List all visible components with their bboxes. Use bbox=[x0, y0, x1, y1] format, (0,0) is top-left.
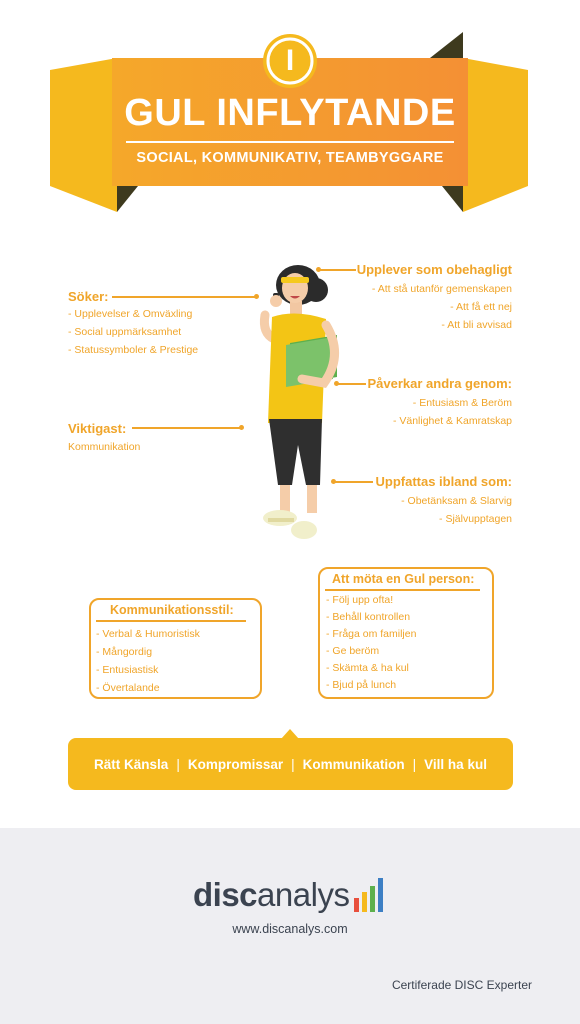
list-item: - Social uppmärksamhet bbox=[68, 326, 182, 338]
kommunikationsstil-box bbox=[89, 598, 262, 699]
page-title: GUL INFLYTANDE bbox=[124, 92, 456, 134]
title-banner bbox=[0, 0, 580, 230]
soker-leader-line bbox=[112, 296, 257, 298]
list-item: - Upplevelser & Omväxling bbox=[68, 308, 193, 320]
list-item: - Verbal & Humoristisk bbox=[96, 628, 200, 640]
list-item: - Mångordig bbox=[96, 646, 153, 658]
mota-list bbox=[326, 592, 416, 694]
trait-label: Kompromissar bbox=[187, 756, 284, 772]
trait-separator: | bbox=[291, 756, 295, 772]
uppfattas-leader-line bbox=[335, 481, 373, 483]
list-item: - Självupptagen bbox=[439, 513, 512, 525]
list-item: - Vänlighet & Kamratskap bbox=[392, 415, 512, 427]
trait-separator: | bbox=[176, 756, 180, 772]
obehagligt-heading: Upplever som obehagligt bbox=[356, 262, 512, 277]
traits-row bbox=[68, 738, 513, 790]
list-item: - Entusiastisk bbox=[96, 664, 159, 676]
list-item: - Behåll kontrollen bbox=[326, 611, 411, 623]
mota-box bbox=[318, 567, 494, 699]
logo-bold-text: disc bbox=[193, 876, 258, 913]
list-item: - Följ upp ofta! bbox=[326, 594, 394, 606]
kommunikationsstil-list bbox=[96, 625, 200, 697]
soker-leader-dot bbox=[254, 294, 259, 299]
traits-bar bbox=[68, 738, 513, 790]
list-item: - Skämta & ha kul bbox=[326, 662, 409, 674]
viktigast-leader-line bbox=[132, 427, 242, 429]
logo-light-text: analys bbox=[257, 876, 350, 913]
uppfattas-list bbox=[401, 492, 512, 528]
list-item: - Att få ett nej bbox=[450, 301, 512, 313]
person-illustration bbox=[240, 255, 360, 555]
list-item: - Att bli avvisad bbox=[441, 319, 512, 331]
list-item: - Att stå utanför gemenskapen bbox=[371, 283, 512, 295]
certified-text: Certiferade DISC Experter bbox=[391, 978, 532, 992]
soker-heading: Söker: bbox=[68, 289, 109, 304]
website-link[interactable]: www.discanalys.com bbox=[232, 922, 348, 936]
footer bbox=[0, 828, 580, 1024]
badge-letter: I bbox=[285, 44, 295, 77]
list-item: - Ge beröm bbox=[326, 645, 380, 657]
mota-heading: Att möta en Gul person: bbox=[332, 572, 475, 586]
mota-underline bbox=[325, 589, 480, 591]
paverkar-leader-line bbox=[338, 383, 366, 385]
trait-label: Kommunikation bbox=[302, 756, 405, 772]
bar-chart-logo-icon bbox=[352, 876, 392, 914]
list-item: - Statussymboler & Prestige bbox=[68, 344, 199, 356]
kommunikationsstil-underline bbox=[96, 620, 246, 622]
viktigast-list bbox=[68, 438, 140, 456]
list-item: - Övertalande bbox=[96, 682, 160, 694]
kommunikationsstil-heading: Kommunikationsstil: bbox=[110, 603, 234, 617]
viktigast-leader-dot bbox=[239, 425, 244, 430]
obehagligt-list bbox=[372, 280, 512, 334]
viktigast-heading: Viktigast: bbox=[68, 421, 127, 436]
discanalys-logo[interactable] bbox=[193, 876, 349, 914]
soker-list bbox=[68, 305, 198, 359]
trait-label: Rätt Känsla bbox=[94, 756, 169, 772]
list-item: Kommunikation bbox=[68, 441, 141, 453]
list-item: - Bjud på lunch bbox=[326, 679, 397, 691]
list-item: - Fråga om familjen bbox=[326, 628, 417, 640]
list-item: - Obetänksam & Slarvig bbox=[401, 495, 512, 507]
paverkar-heading: Påverkar andra genom: bbox=[367, 376, 512, 391]
paverkar-list bbox=[393, 394, 512, 430]
page-subtitle: SOCIAL, KOMMUNIKATIV, TEAMBYGGARE bbox=[136, 150, 444, 166]
trait-label: Vill ha kul bbox=[424, 756, 487, 772]
trait-separator: | bbox=[412, 756, 417, 772]
obehagligt-leader-line bbox=[320, 269, 356, 271]
list-item: - Entusiasm & Beröm bbox=[412, 397, 512, 409]
uppfattas-heading: Uppfattas ibland som: bbox=[375, 474, 512, 489]
